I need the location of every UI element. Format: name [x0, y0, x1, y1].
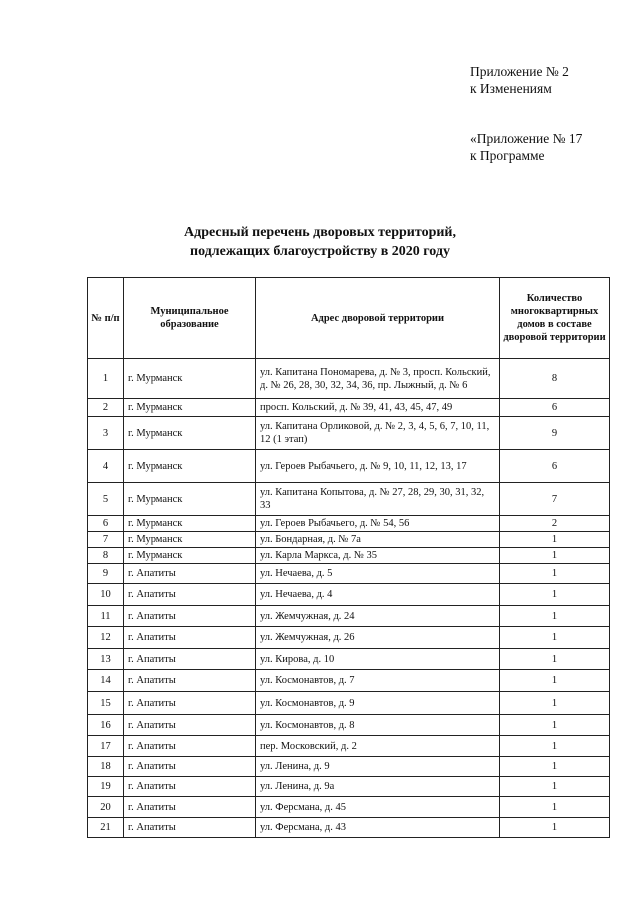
row-number: 4 [88, 450, 124, 483]
row-address: ул. Капитана Орликовой, д. № 2, 3, 4, 5, 6, 7, 10, 11, 12 (1 этап) [256, 417, 500, 450]
row-number: 9 [88, 564, 124, 584]
row-count: 2 [500, 516, 610, 532]
row-municipality: г. Апатиты [124, 584, 256, 606]
row-number: 21 [88, 818, 124, 838]
row-municipality: г. Мурманск [124, 417, 256, 450]
table-row [88, 606, 610, 627]
table-header-row [88, 278, 610, 359]
row-municipality: г. Мурманск [124, 399, 256, 417]
row-address: просп. Кольский, д. № 39, 41, 43, 45, 47, 49 [256, 399, 500, 417]
title-line: Адресный перечень дворовых территорий, [184, 225, 456, 240]
row-address: ул. Ленина, д. 9а [256, 777, 500, 797]
row-count: 1 [500, 564, 610, 584]
table-row [88, 736, 610, 757]
table-row [88, 417, 610, 450]
table-row [88, 548, 610, 564]
table-row [88, 797, 610, 818]
table-body [88, 359, 610, 838]
annex-line: к Изменениям [470, 81, 552, 96]
row-municipality: г. Апатиты [124, 777, 256, 797]
row-count: 1 [500, 532, 610, 548]
title-line: подлежащих благоустройству в 2020 году [190, 244, 450, 259]
row-number: 1 [88, 359, 124, 399]
row-address: ул. Космонавтов, д. 8 [256, 715, 500, 736]
row-municipality: г. Апатиты [124, 627, 256, 649]
row-address: ул. Бондарная, д. № 7а [256, 532, 500, 548]
row-municipality: г. Апатиты [124, 670, 256, 692]
table-row [88, 483, 610, 516]
row-municipality: г. Мурманск [124, 359, 256, 399]
row-municipality: г. Апатиты [124, 564, 256, 584]
table-row [88, 532, 610, 548]
row-number: 12 [88, 627, 124, 649]
row-number: 19 [88, 777, 124, 797]
row-count: 1 [500, 797, 610, 818]
row-number: 10 [88, 584, 124, 606]
header-municipality: Муниципальное образование [124, 278, 256, 359]
row-number: 13 [88, 649, 124, 670]
header-count: Количество многоквартирных домов в составе дворовой территории [500, 278, 610, 359]
table-row [88, 399, 610, 417]
table-row [88, 757, 610, 777]
row-number: 18 [88, 757, 124, 777]
table-row [88, 692, 610, 715]
row-municipality: г. Мурманск [124, 516, 256, 532]
row-municipality: г. Апатиты [124, 818, 256, 838]
row-address: ул. Жемчужная, д. 26 [256, 627, 500, 649]
table-row [88, 359, 610, 399]
table-row [88, 584, 610, 606]
row-address: ул. Героев Рыбачьего, д. № 54, 56 [256, 516, 500, 532]
table-row [88, 627, 610, 649]
annex-line: Приложение № 2 [470, 64, 569, 79]
row-number: 16 [88, 715, 124, 736]
row-number: 3 [88, 417, 124, 450]
row-number: 2 [88, 399, 124, 417]
row-number: 5 [88, 483, 124, 516]
row-count: 8 [500, 359, 610, 399]
row-count: 1 [500, 757, 610, 777]
address-table [87, 277, 610, 838]
annex-line: «Приложение № 17 [470, 131, 583, 146]
row-count: 1 [500, 736, 610, 757]
table-row [88, 649, 610, 670]
row-count: 1 [500, 670, 610, 692]
row-address: пер. Московский, д. 2 [256, 736, 500, 757]
row-address: ул. Ферсмана, д. 43 [256, 818, 500, 838]
row-municipality: г. Апатиты [124, 715, 256, 736]
row-number: 6 [88, 516, 124, 532]
row-address: ул. Капитана Копытова, д. № 27, 28, 29, 30, 31, 32, 33 [256, 483, 500, 516]
row-number: 11 [88, 606, 124, 627]
row-count: 6 [500, 450, 610, 483]
row-address: ул. Космонавтов, д. 7 [256, 670, 500, 692]
row-municipality: г. Мурманск [124, 450, 256, 483]
row-count: 1 [500, 584, 610, 606]
row-address: ул. Нечаева, д. 4 [256, 584, 500, 606]
table-row [88, 777, 610, 797]
row-municipality: г. Апатиты [124, 649, 256, 670]
table-row [88, 715, 610, 736]
row-count: 1 [500, 818, 610, 838]
header-num: № п/п [88, 278, 124, 359]
table-row [88, 450, 610, 483]
annex-line: к Программе [470, 148, 545, 163]
row-count: 1 [500, 649, 610, 670]
row-address: ул. Жемчужная, д. 24 [256, 606, 500, 627]
row-address: ул. Капитана Пономарева, д. № 3, просп. Кольский, д. № 26, 28, 30, 32, 34, 36, пр. Лыжный, д. № 6 [256, 359, 500, 399]
row-count: 1 [500, 777, 610, 797]
row-count: 1 [500, 692, 610, 715]
row-count: 1 [500, 715, 610, 736]
row-count: 9 [500, 417, 610, 450]
row-address: ул. Героев Рыбачьего, д. № 9, 10, 11, 12, 13, 17 [256, 450, 500, 483]
table-row [88, 818, 610, 838]
row-address: ул. Ленина, д. 9 [256, 757, 500, 777]
annex-reference [470, 63, 569, 97]
row-municipality: г. Апатиты [124, 692, 256, 715]
row-number: 14 [88, 670, 124, 692]
row-number: 15 [88, 692, 124, 715]
row-address: ул. Космонавтов, д. 9 [256, 692, 500, 715]
row-municipality: г. Мурманск [124, 532, 256, 548]
row-count: 6 [500, 399, 610, 417]
row-municipality: г. Апатиты [124, 736, 256, 757]
document-title [0, 223, 640, 261]
row-address: ул. Кирова, д. 10 [256, 649, 500, 670]
row-count: 1 [500, 606, 610, 627]
table-row [88, 516, 610, 532]
row-number: 7 [88, 532, 124, 548]
table-row [88, 670, 610, 692]
header-address: Адрес дворовой территории [256, 278, 500, 359]
row-municipality: г. Мурманск [124, 483, 256, 516]
annex-reference-program [470, 130, 582, 164]
row-municipality: г. Апатиты [124, 606, 256, 627]
row-number: 8 [88, 548, 124, 564]
row-count: 1 [500, 548, 610, 564]
row-municipality: г. Апатиты [124, 797, 256, 818]
row-number: 17 [88, 736, 124, 757]
row-address: ул. Карла Маркса, д. № 35 [256, 548, 500, 564]
row-municipality: г. Апатиты [124, 757, 256, 777]
row-address: ул. Ферсмана, д. 45 [256, 797, 500, 818]
row-count: 1 [500, 627, 610, 649]
row-count: 7 [500, 483, 610, 516]
table-row [88, 564, 610, 584]
row-number: 20 [88, 797, 124, 818]
row-address: ул. Нечаева, д. 5 [256, 564, 500, 584]
row-municipality: г. Мурманск [124, 548, 256, 564]
